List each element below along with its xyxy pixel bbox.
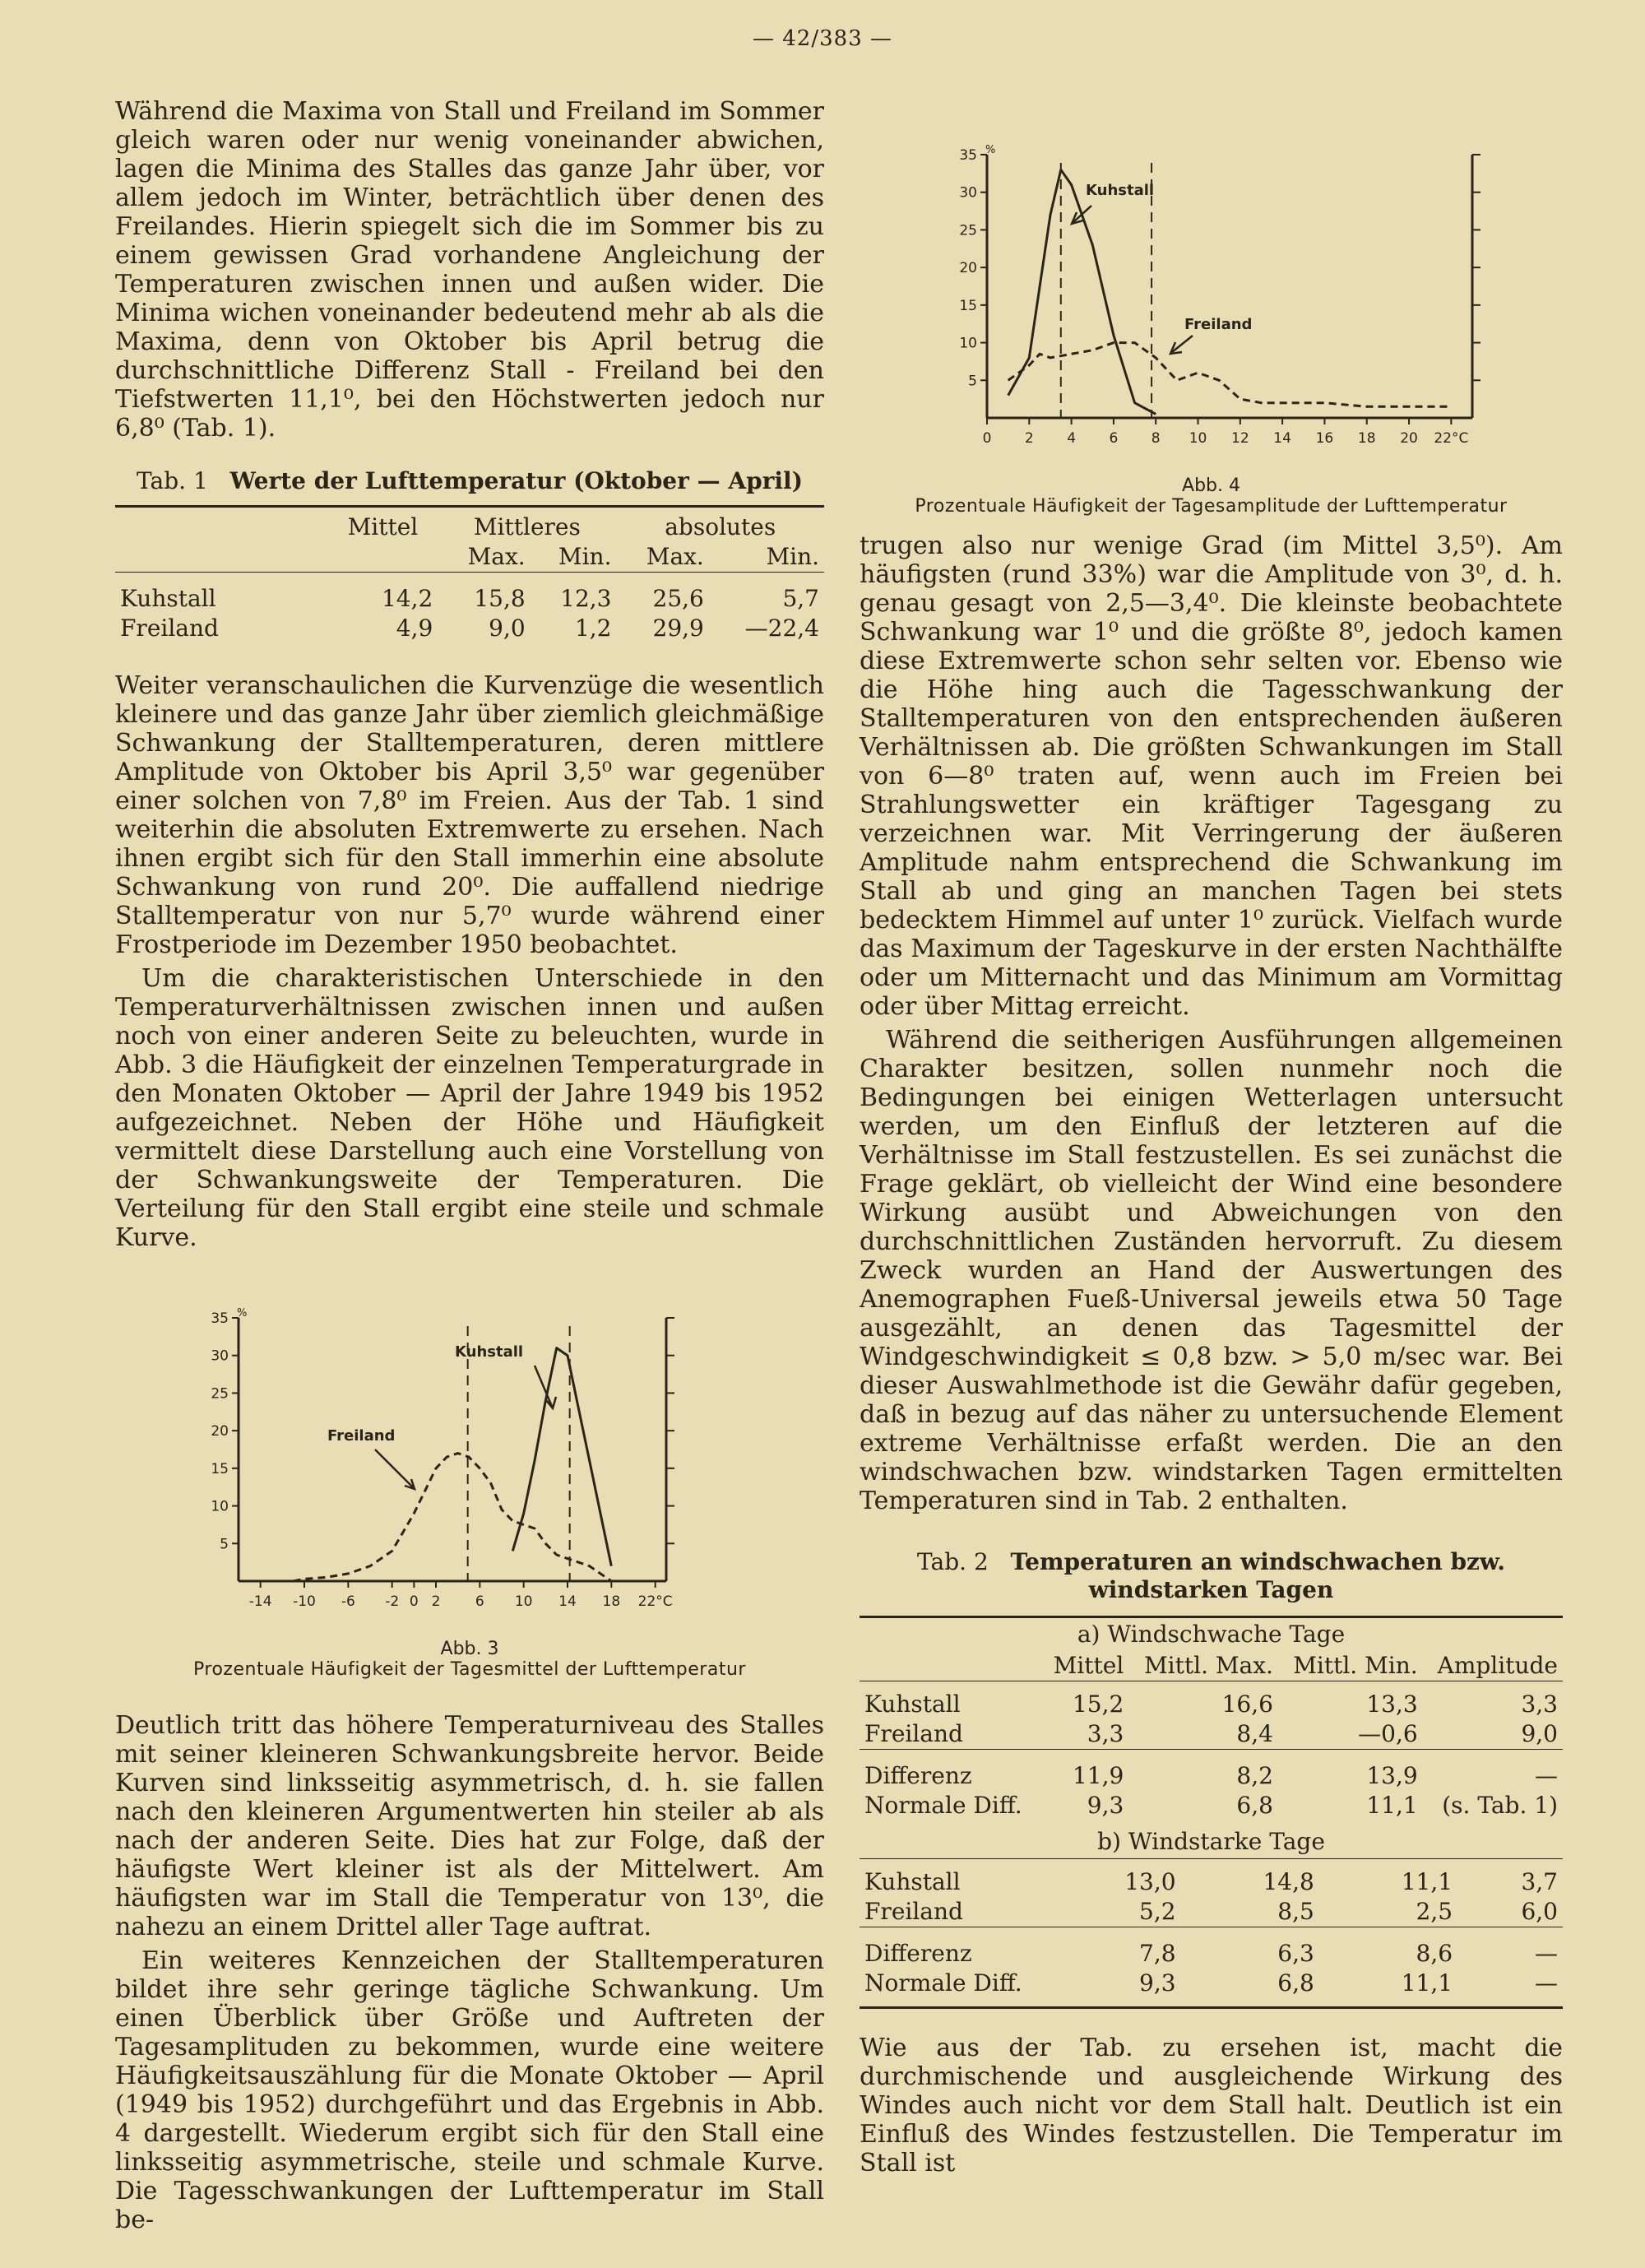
left-column — [115, 97, 824, 2234]
right-paragraph-3: Wie aus der Tab. zu ersehen ist, macht die durchmischende und ausgleichende Wirkung des Windes auch nicht vor dem Stall halt. Deutlich ist ein Einfluß des Windes festzustellen. Die Temperatur im Stall ist — [860, 2034, 1563, 2178]
table-row — [860, 1867, 1563, 1897]
cell: 3,7 — [1521, 1868, 1558, 1895]
table-2-title — [860, 1548, 1563, 1604]
right-paragraph-2: Während die seitherigen Ausführungen allgemeinen Charakter besitzen, sollen nunmehr noch die Bedingungen bei einigen Wetterlagen untersucht werden, um den Einfluß der letzteren auf die Verhältnisse im Stall festzustellen. Es sei zunächst die Frage geklärt, ob vielleicht der Wind eine besondere Wirkung ausübt und Abweichungen von den durchschnittlichen Zuständen hervorruft. Zu diesem Zweck wurden an Hand der Auswertungen des Anemographen Fueß-Universal jeweils etwa 50 Tage ausgezählt, an denen das Tagesmittel der Windgeschwindigkeit ≤ 0,8 bzw. > 5,0 m/sec war. Bei dieser Auswahlmethode ist die Gewähr dafür gegeben, daß in bezug auf das näher zu untersuchende Element extreme Verhältnisse erfaßt werden. Die an den windschwachen bzw. windstarken Tagen ermittelten Temperaturen sind in Tab. 2 enthalten. — [860, 1026, 1563, 1515]
x-tick-label: 20 — [1400, 430, 1418, 447]
table-2-section-b: b) Windstarke Tage — [1097, 1828, 1325, 1855]
table-2-head-mmax: Mittl. Max. — [1143, 1652, 1273, 1679]
table-row — [860, 1719, 1563, 1750]
cell: 6,3 — [1277, 1940, 1314, 1967]
table-row — [115, 584, 824, 614]
cell: 16,6 — [1221, 1691, 1273, 1718]
table-1-heading: Werte der Lufttemperatur (Oktober — April) — [229, 467, 803, 494]
figure-3-caption: Prozentuale Häufigkeit der Tagesmittel der Lufttemperatur — [193, 1659, 746, 1680]
cell: 29,9 — [652, 615, 704, 642]
cell: — — [1535, 1940, 1558, 1967]
row-label: Kuhstall — [864, 1691, 961, 1718]
left-paragraph-3: Um die charakteristischen Unterschiede in den Temperaturverhältnissen zwischen innen und außen noch von einer anderen Seite zu beleuchten, wurde in Abb. 3 die Häufigkeit der einzelnen Temperaturgrade in den Monaten Oktober — April der Jahre 1949 bis 1952 aufgezeichnet. Neben der Höhe und Häufigkeit vermittelt diese Darstellung auch eine Vorstellung von der Schwankungsweite der Temperaturen. Die Verteilung für den Stall ergibt eine steile und schmale Kurve. — [115, 964, 824, 1252]
cell: (s. Tab. 1) — [1442, 1792, 1558, 1819]
table-1-head-absolutes: absolutes — [665, 513, 776, 540]
table-2-a — [860, 1651, 1563, 1820]
table-1-label: Tab. 1 — [137, 467, 208, 494]
cell: 2,5 — [1416, 1898, 1453, 1925]
x-tick-label: -10 — [293, 1593, 316, 1610]
table-1-head-max: Max. — [467, 543, 526, 570]
cell: —22,4 — [744, 615, 819, 642]
figure-4-caption: Prozentuale Häufigkeit der Tagesamplitude der Lufttemperatur — [915, 496, 1508, 517]
figure-4-number: Abb. 4 — [1182, 475, 1240, 496]
table-2-label: Tab. 2 — [917, 1548, 989, 1575]
row-label: Freiland — [120, 615, 219, 642]
row-label: Differenz — [864, 1762, 972, 1789]
cell: —0,6 — [1358, 1720, 1418, 1747]
cell: 8,4 — [1236, 1720, 1273, 1747]
table-row — [860, 1791, 1563, 1820]
x-tick-label: 8 — [1151, 430, 1161, 447]
table-2-section-a: a) Windschwache Tage — [1077, 1621, 1346, 1648]
x-tick-label: 14 — [1273, 430, 1291, 447]
cell: — — [1535, 1969, 1558, 1997]
y-tick-label: 25 — [211, 1385, 229, 1403]
label-freiland: Freiland — [327, 1427, 396, 1445]
figure-4-chart — [860, 114, 1563, 475]
table-1-head-abs-max: Max. — [646, 543, 704, 570]
cell: 6,0 — [1521, 1898, 1558, 1925]
row-label: Freiland — [864, 1898, 963, 1925]
cell: 14,8 — [1263, 1868, 1314, 1895]
y-unit-label: % — [985, 144, 996, 156]
cell: 9,3 — [1087, 1792, 1124, 1819]
cell: 9,0 — [1521, 1720, 1558, 1747]
series-kuhstall — [512, 1348, 611, 1566]
x-tick-label: 4 — [1067, 430, 1077, 447]
x-tick-label: 12 — [1231, 430, 1249, 447]
cell: 15,8 — [474, 585, 526, 612]
y-tick-label: 30 — [211, 1347, 229, 1365]
right-paragraph-1: trugen also nur wenige Grad (im Mittel 3,5⁰). Am häufigsten (rund 33%) war die Amplitude von 3⁰, d. h. genau gesagt von 2,5—3,4⁰. Die kleinste beobachtete Schwankung war 1⁰ und die größte 8⁰, jedoch kamen diese Extremwerte schon sehr selten vor. Ebenso wie die Höhe hing auch die Tagesschwankung der Stalltemperaturen von den entsprechenden äußeren Verhältnissen ab. Die größten Schwankungen im Stall von 6—8⁰ traten auf, wenn auch im Freien bei Strahlungswetter ein kräftiger Tagesgang zu verzeichnen war. Mit Verringerung der äußeren Amplitude nahm entsprechend die Schwankung im Stall ab und ging an manchen Tagen bei stets bedecktem Himmel auf unter 1⁰ zurück. Vielfach wurde das Maximum der Tageskurve in der ersten Nachthälfte oder um Mitternacht und das Minimum am Vormittag oder über Mittag erreicht. — [860, 531, 1563, 1021]
cell: 9,0 — [489, 615, 526, 642]
table-row — [860, 1939, 1563, 1969]
cell: 13,0 — [1124, 1868, 1176, 1895]
cell: 11,9 — [1072, 1762, 1124, 1789]
cell: 14,2 — [381, 585, 433, 612]
table-1-top-rule — [115, 505, 824, 508]
cell: 1,2 — [574, 615, 612, 642]
right-column — [860, 97, 1563, 2178]
y-unit-label: % — [237, 1307, 248, 1320]
x-tick-label: -14 — [248, 1593, 272, 1610]
cell: 13,9 — [1366, 1762, 1418, 1789]
row-label: Normale Diff. — [864, 1792, 1022, 1819]
y-tick-label: 35 — [959, 147, 977, 164]
table-row — [860, 1690, 1563, 1719]
x-tick-label: 10 — [1189, 430, 1207, 447]
cell: 11,1 — [1401, 1969, 1453, 1997]
x-tick-label: 22°C — [1434, 430, 1469, 447]
x-tick-label: 0 — [409, 1593, 419, 1610]
table-row — [860, 1969, 1563, 1998]
row-label: Kuhstall — [864, 1868, 961, 1895]
cell: 7,8 — [1139, 1940, 1176, 1967]
y-tick-label: 5 — [968, 373, 977, 390]
table-2-head-amp: Amplitude — [1437, 1652, 1558, 1679]
cell: — — [1535, 1762, 1558, 1789]
x-tick-label: 18 — [1357, 430, 1376, 447]
y-tick-label: 35 — [211, 1310, 229, 1327]
series-freiland — [1008, 343, 1452, 407]
cell: 8,2 — [1236, 1762, 1273, 1789]
cell: 8,5 — [1277, 1898, 1314, 1925]
cell: 9,3 — [1139, 1969, 1176, 1997]
cell: 8,6 — [1416, 1940, 1453, 1967]
cell: 5,7 — [782, 585, 819, 612]
cell: 13,3 — [1366, 1691, 1418, 1718]
y-tick-label: 30 — [959, 184, 977, 202]
figure-3-number: Abb. 3 — [440, 1639, 499, 1659]
row-label: Freiland — [864, 1720, 963, 1747]
left-paragraph-1: Während die Maxima von Stall und Freiland im Sommer gleich waren oder nur wenig voneinander abwichen, lagen die Minima des Stalles das ganze Jahr über, vor allem jedoch im Winter, beträchtlich über denen des Freilandes. Hierin spiegelt sich die im Sommer bis zu einem gewissen Grad vorhandene Angleichung der Temperaturen zwischen innen und außen wider. Die Minima wichen voneinander bedeutend mehr ab als die Maxima, denn von Oktober bis April betrug die durchschnittliche Differenz Stall - Freiland bei den Tiefstwerten 11,1⁰, bei den Höchstwerten jedoch nur 6,8⁰ (Tab. 1). — [115, 97, 824, 443]
y-tick-label: 15 — [959, 297, 977, 314]
y-tick-label: 20 — [211, 1423, 229, 1440]
cell: 25,6 — [652, 585, 704, 612]
table-2-head-mmin: Mittl. Min. — [1293, 1652, 1418, 1679]
row-label: Normale Diff. — [864, 1969, 1022, 1997]
x-tick-label: 2 — [431, 1593, 441, 1610]
label-freiland: Freiland — [1184, 316, 1253, 333]
cell: 15,2 — [1072, 1691, 1124, 1718]
left-paragraph-5: Ein weiteres Kennzeichen der Stalltemperaturen bildet ihre sehr geringe tägliche Schwankung. Um einen Überblick über Größe und Auftreten der Tagesamplituden zu bekommen, wurde eine weitere Häufigkeitsauszählung für die Monate Oktober — April (1949 bis 1952) durchgeführt und das Ergebnis in Abb. 4 dargestellt. Wiederum ergibt sich für den Stall eine linksseitig asymmetrische, steile und schmale Kurve. Die Tagesschwankungen der Lufttemperatur im Stall be- — [115, 1946, 824, 2234]
label-kuhstall: Kuhstall — [455, 1343, 524, 1361]
table-1-title — [115, 467, 824, 495]
y-tick-label: 20 — [959, 260, 977, 277]
x-tick-label: 6 — [1109, 430, 1119, 447]
x-tick-label: 16 — [1315, 430, 1334, 447]
y-tick-label: 15 — [211, 1460, 229, 1477]
y-tick-label: 5 — [220, 1536, 229, 1553]
x-tick-label: -2 — [385, 1593, 400, 1610]
row-label: Differenz — [864, 1940, 972, 1967]
x-tick-label: 0 — [982, 430, 992, 447]
cell: 12,3 — [560, 585, 612, 612]
x-tick-label: 14 — [558, 1593, 577, 1610]
arrow-kuhstall — [535, 1366, 553, 1408]
table-row — [860, 1897, 1563, 1927]
cell: 5,2 — [1139, 1898, 1176, 1925]
x-tick-label: 10 — [514, 1593, 533, 1610]
figure-4 — [860, 114, 1563, 517]
x-tick-label: 2 — [1024, 430, 1034, 447]
row-label: Kuhstall — [120, 585, 216, 612]
series-freiland — [294, 1454, 612, 1581]
table-row — [115, 614, 824, 643]
figure-3 — [115, 1277, 824, 1680]
table-2-heading-1: Temperaturen an windschwachen bzw. — [1010, 1548, 1505, 1575]
cell: 6,8 — [1277, 1969, 1314, 1997]
table-row — [860, 1761, 1563, 1791]
cell: 3,3 — [1087, 1720, 1124, 1747]
page-number: — 42/383 — — [753, 26, 892, 51]
table-1-head-mittleres: Mittleres — [473, 513, 581, 540]
y-tick-label: 10 — [959, 335, 977, 352]
label-kuhstall: Kuhstall — [1086, 182, 1155, 199]
table-2-b — [860, 1858, 1563, 1998]
arrow-freiland — [375, 1449, 415, 1489]
series-kuhstall — [1008, 169, 1156, 414]
cell: 11,1 — [1366, 1792, 1418, 1819]
cell: 6,8 — [1236, 1792, 1273, 1819]
cell: 11,1 — [1401, 1868, 1453, 1895]
figure-3-chart — [115, 1277, 824, 1639]
table-1 — [115, 513, 824, 643]
cell: 4,9 — [396, 615, 433, 642]
x-tick-label: 18 — [602, 1593, 621, 1610]
y-tick-label: 10 — [211, 1498, 229, 1515]
table-1-head-min: Min. — [558, 543, 612, 570]
cell: 3,3 — [1521, 1691, 1558, 1718]
table-2-heading-2: windstarken Tagen — [1088, 1576, 1334, 1603]
x-tick-label: -6 — [341, 1593, 355, 1610]
x-tick-label: 22°C — [637, 1593, 673, 1610]
table-1-head-abs-min: Min. — [766, 543, 819, 570]
left-paragraph-4: Deutlich tritt das höhere Temperaturniveau des Stalles mit seiner kleineren Schwankungsbreite hervor. Beide Kurven sind linksseitig asymmetrisch, d. h. sie fallen nach den kleineren Argumentwerten hin steiler ab als nach der anderen Seite. Dies hat zur Folge, daß der häufigste Wert kleiner ist als der Mittelwert. Am häufigsten war im Stall die Temperatur von 13⁰, die nahezu an einem Drittel aller Tage auftrat. — [115, 1711, 824, 1941]
y-tick-label: 25 — [959, 222, 977, 239]
left-paragraph-2: Weiter veranschaulichen die Kurvenzüge die wesentlich kleinere und das ganze Jahr über ziemlich gleichmäßige Schwankung der Stalltemperaturen, deren mittlere Amplitude von Oktober bis April 3,5⁰ war gegenüber einer solchen von 7,8⁰ im Freien. Aus der Tab. 1 sind weiterhin die absoluten Extremwerte zu ersehen. Nach ihnen ergibt sich für den Stall immerhin eine absolute Schwankung von rund 20⁰. Die auffallend niedrige Stalltemperatur von nur 5,7⁰ wurde während einer Frostperiode im Dezember 1950 beobachtet. — [115, 671, 824, 959]
table-1-head-mittel: Mittel — [347, 513, 419, 540]
x-tick-label: 6 — [475, 1593, 484, 1610]
table-2-head-mittel: Mittel — [1053, 1652, 1124, 1679]
